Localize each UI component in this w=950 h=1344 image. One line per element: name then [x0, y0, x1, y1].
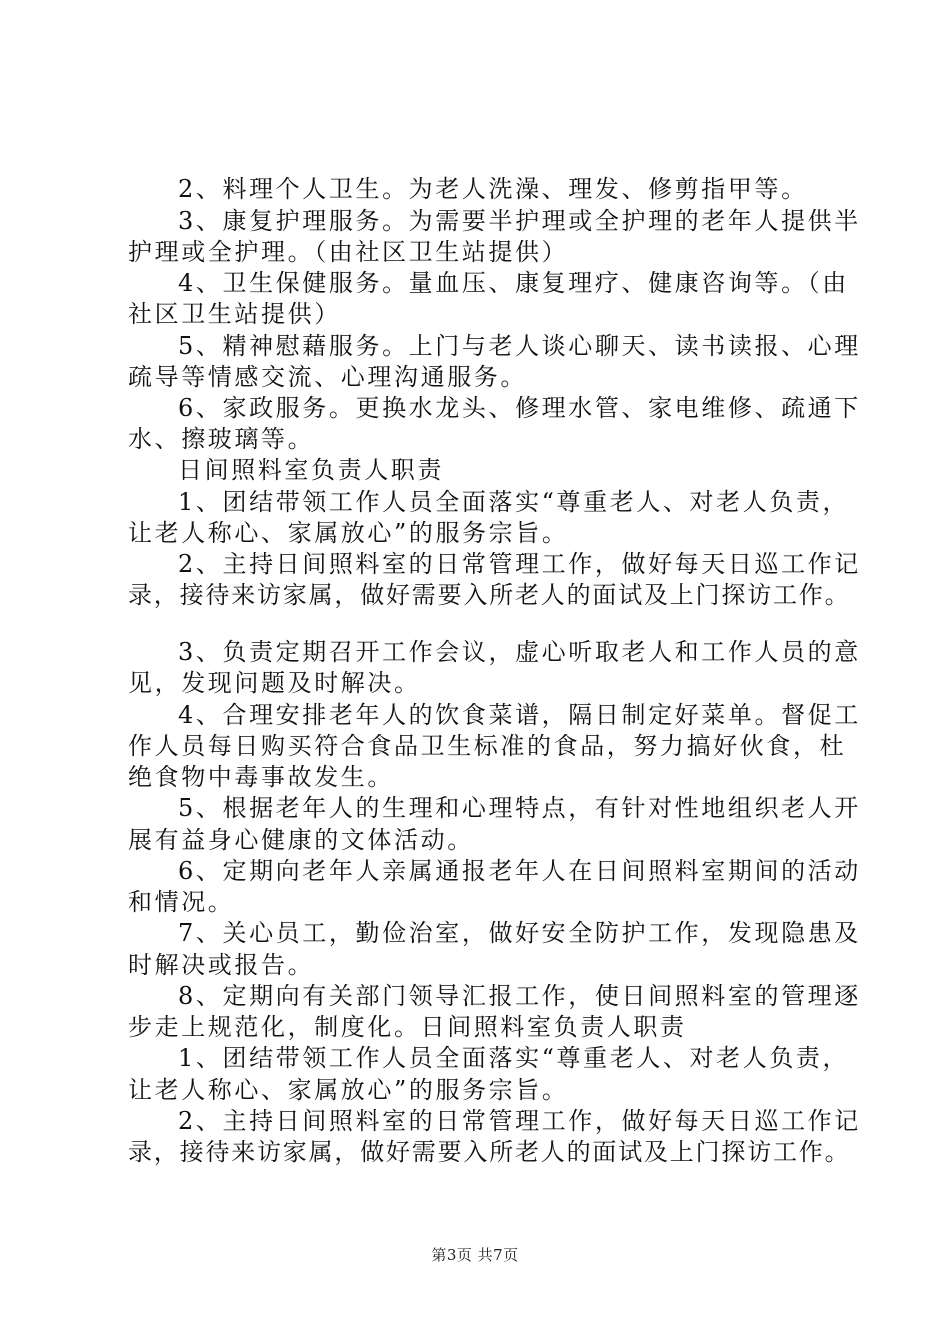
- text-line: 8、定期向有关部门领导汇报工作，使日间照料室的管理逐: [178, 982, 861, 1010]
- text-line: 录，接待来访家属，做好需要入所老人的面试及上门探访工作。: [128, 581, 851, 609]
- text-line: 5、根据老年人的生理和心理特点，有针对性地组织老人开: [178, 794, 861, 822]
- text-line: 录，接待来访家属，做好需要入所老人的面试及上门探访工作。: [128, 1138, 851, 1166]
- text-line: 护理或全护理。（由社区卫生站提供）: [128, 238, 569, 266]
- text-line: 时解决或报告。: [128, 951, 315, 979]
- text-line: 2、主持日间照料室的日常管理工作，做好每天日巡工作记: [178, 550, 861, 578]
- text-line: 6、定期向老年人亲属通报老年人在日间照料室期间的活动: [178, 857, 861, 885]
- page-number-footer: 第3页 共7页: [431, 1246, 519, 1264]
- text-line: 疏导等情感交流、心理沟通服务。: [128, 363, 527, 391]
- text-line: 作人员每日购买符合食品卫生标准的食品，努力搞好伙食，杜: [128, 732, 847, 760]
- text-line: 4、卫生保健服务。量血压、康复理疗、健康咨询等。（由: [178, 269, 849, 297]
- text-line: 和情况。: [128, 888, 235, 916]
- text-line: 展有益身心健康的文体活动。: [128, 826, 474, 854]
- text-line: 2、主持日间照料室的日常管理工作，做好每天日巡工作记: [178, 1107, 861, 1135]
- text-line: 6、家政服务。更换水龙头、修理水管、家电维修、疏通下: [178, 394, 861, 422]
- text-line: 2、料理个人卫生。为老人洗澡、理发、修剪指甲等。: [178, 175, 808, 203]
- text-line: 让老人称心、家属放心”的服务宗旨。: [128, 519, 569, 547]
- text-line: 让老人称心、家属放心”的服务宗旨。: [128, 1076, 569, 1104]
- section-heading: 日间照料室负责人职责: [178, 456, 444, 484]
- text-line: 3、康复护理服务。为需要半护理或全护理的老年人提供半: [178, 207, 861, 235]
- text-line: 1、团结带领工作人员全面落实“尊重老人、对老人负责，: [178, 488, 850, 516]
- text-line: 4、合理安排老年人的饮食菜谱，隔日制定好菜单。督促工: [178, 701, 861, 729]
- text-line: 绝食物中毒事故发生。: [128, 763, 394, 791]
- text-line: 见，发现问题及时解决。: [128, 669, 421, 697]
- text-line: 5、精神慰藉服务。上门与老人谈心聊天、读书读报、心理: [178, 332, 861, 360]
- text-line: 1、团结带领工作人员全面落实“尊重老人、对老人负责，: [178, 1044, 850, 1072]
- text-line: 水、擦玻璃等。: [128, 425, 315, 453]
- text-line: 3、负责定期召开工作会议，虚心听取老人和工作人员的意: [178, 638, 861, 666]
- text-line: 社区卫生站提供）: [128, 300, 341, 328]
- text-line: 步走上规范化，制度化。日间照料室负责人职责: [128, 1013, 687, 1041]
- text-line: 7、关心员工，勤俭治室，做好安全防护工作，发现隐患及: [178, 919, 861, 947]
